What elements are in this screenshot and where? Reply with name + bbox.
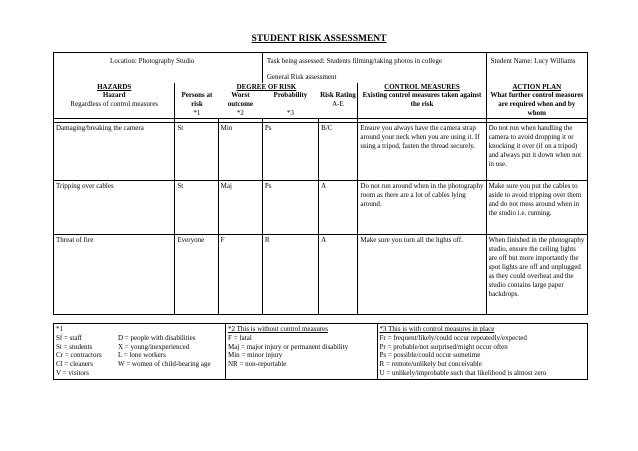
- worst-note: *2: [236, 109, 244, 117]
- outcome-legend: [225, 324, 377, 380]
- persons-column-label: Persons at risk: [181, 91, 213, 108]
- probability-note: *3: [286, 109, 294, 117]
- table-row: [54, 181, 588, 235]
- control-section-label: CONTROL MEASURES: [384, 83, 460, 91]
- table-row: [54, 235, 588, 315]
- persons-cell: St: [175, 123, 218, 181]
- existing-cell: Ensure you always have the camera strap around your neck when you are using it. If using a tripod, fasten the thread securely.: [358, 123, 486, 181]
- task-text: Task being assessed: Students filming/taking photos in college: [266, 57, 442, 65]
- probability-column-label: Probability: [273, 91, 308, 99]
- probability-cell: Ps: [262, 123, 318, 181]
- location-cell: [54, 53, 263, 84]
- persons-legend: [54, 324, 226, 380]
- worst-cell: Maj: [218, 181, 262, 235]
- hazards-section-label: HAZARDS: [97, 83, 132, 91]
- task-cell: [262, 53, 486, 84]
- legend-entry: W = women of child-bearing age: [118, 360, 211, 369]
- risk-cell: B/C: [319, 123, 358, 181]
- risk-assessment-table: [53, 52, 588, 315]
- degree-header: [175, 83, 358, 119]
- legend-entry: Sf = staff: [56, 333, 82, 342]
- hazard-header: [54, 83, 175, 119]
- risk-cell: A: [319, 181, 358, 235]
- hazard-cell: Tripping over cables: [54, 181, 175, 235]
- student-cell: [486, 53, 587, 84]
- further-cell: Do not run when handling the camera to avoid dropping it or knocking it over (if on a tripod) and always put it down when not in use.: [486, 123, 587, 181]
- worst-column-label: Worst outcome: [227, 91, 254, 108]
- existing-cell: Do not run around when in the photography room as there are a lot of cables lying around.: [358, 181, 486, 235]
- legend-entry: D = people with disabilities: [118, 333, 196, 342]
- legend-entry: U = unlikely/improbable such that likelihood is almost zero: [379, 368, 547, 377]
- persons-legend-title: *1: [56, 325, 63, 333]
- document-title: STUDENT RISK ASSESSMENT: [251, 34, 387, 44]
- student-name-text: Student Name: Lucy Williams: [490, 57, 576, 65]
- persons-cell: St: [175, 181, 218, 235]
- probability-cell: Ps: [262, 181, 318, 235]
- risk-cell: A: [319, 235, 358, 315]
- existing-column-label: Existing control measures taken against the risk: [362, 91, 482, 108]
- legend-entry: Min = minor injury: [227, 351, 283, 360]
- legend-entry: Cl = cleaners: [56, 360, 93, 369]
- legend-entry: Fr = frequent/likely/could occur repeatedly/expected: [379, 333, 527, 342]
- legend-entry: Cr = contractors: [56, 351, 102, 360]
- worst-cell: Min: [218, 123, 262, 181]
- worst-cell: F: [218, 235, 262, 315]
- hazard-cell: Damaging/breaking the camera: [54, 123, 175, 181]
- legend-entry: Pr = probable/not surprised/might occur often: [379, 342, 508, 351]
- probability-cell: R: [262, 235, 318, 315]
- action-header: [486, 83, 587, 119]
- probability-legend: [377, 324, 587, 380]
- hazard-column-label: Hazard: [102, 91, 126, 99]
- location-text: Location: Photography Studio: [110, 57, 195, 65]
- legend-entry: F = fatal: [227, 333, 252, 342]
- hazard-sub-label: Regardless of control measures: [70, 100, 159, 108]
- general-risk-text: General Risk assessment: [266, 73, 337, 81]
- probability-legend-title: *3 This is with control measures in place: [379, 325, 495, 333]
- further-cell: When finished in the photography studio, ensure the ceiling lights are off but more importantly the spot lights are off and unplugged as they could overheat and the studio contains large paper backdrops.: [486, 235, 587, 315]
- legend-entry: Ps = possible/could occur sometime: [379, 351, 481, 360]
- existing-cell: Make sure you turn all the lights off.: [358, 235, 486, 315]
- table-row: [54, 123, 588, 181]
- control-header: [358, 83, 486, 119]
- legend-entry: NR = non-reportable: [227, 360, 287, 369]
- legend-entry: R = remote/unlikely but conceivable: [379, 360, 482, 369]
- action-section-label: ACTION PLAN: [512, 83, 562, 91]
- hazard-cell: Threat of fire: [54, 235, 175, 315]
- further-column-label: What further control measures are required when and by whom: [490, 91, 584, 117]
- legend-entry: St = students: [56, 342, 93, 351]
- outcome-legend-title: *2 This is without control measures: [227, 325, 328, 333]
- risk-note: A-E: [332, 100, 344, 108]
- further-cell: Make sure you put the cables to aside to avoid tripping over them and do not mess around when in the studio i.e. running.: [486, 181, 587, 235]
- legend-entry: V = visitors: [56, 368, 89, 377]
- legend-entry: X = young/inexperienced: [118, 342, 190, 351]
- risk-column-label: Risk Rating: [320, 91, 356, 99]
- degree-section-label: DEGREE OF RISK: [236, 83, 297, 91]
- persons-cell: Everyone: [175, 235, 218, 315]
- legend-entry: Maj = major injury or permanent disability: [227, 342, 349, 351]
- legend-entry: L = lone workers: [118, 351, 166, 360]
- legend-table: [53, 323, 588, 380]
- persons-note: *1: [193, 109, 201, 117]
